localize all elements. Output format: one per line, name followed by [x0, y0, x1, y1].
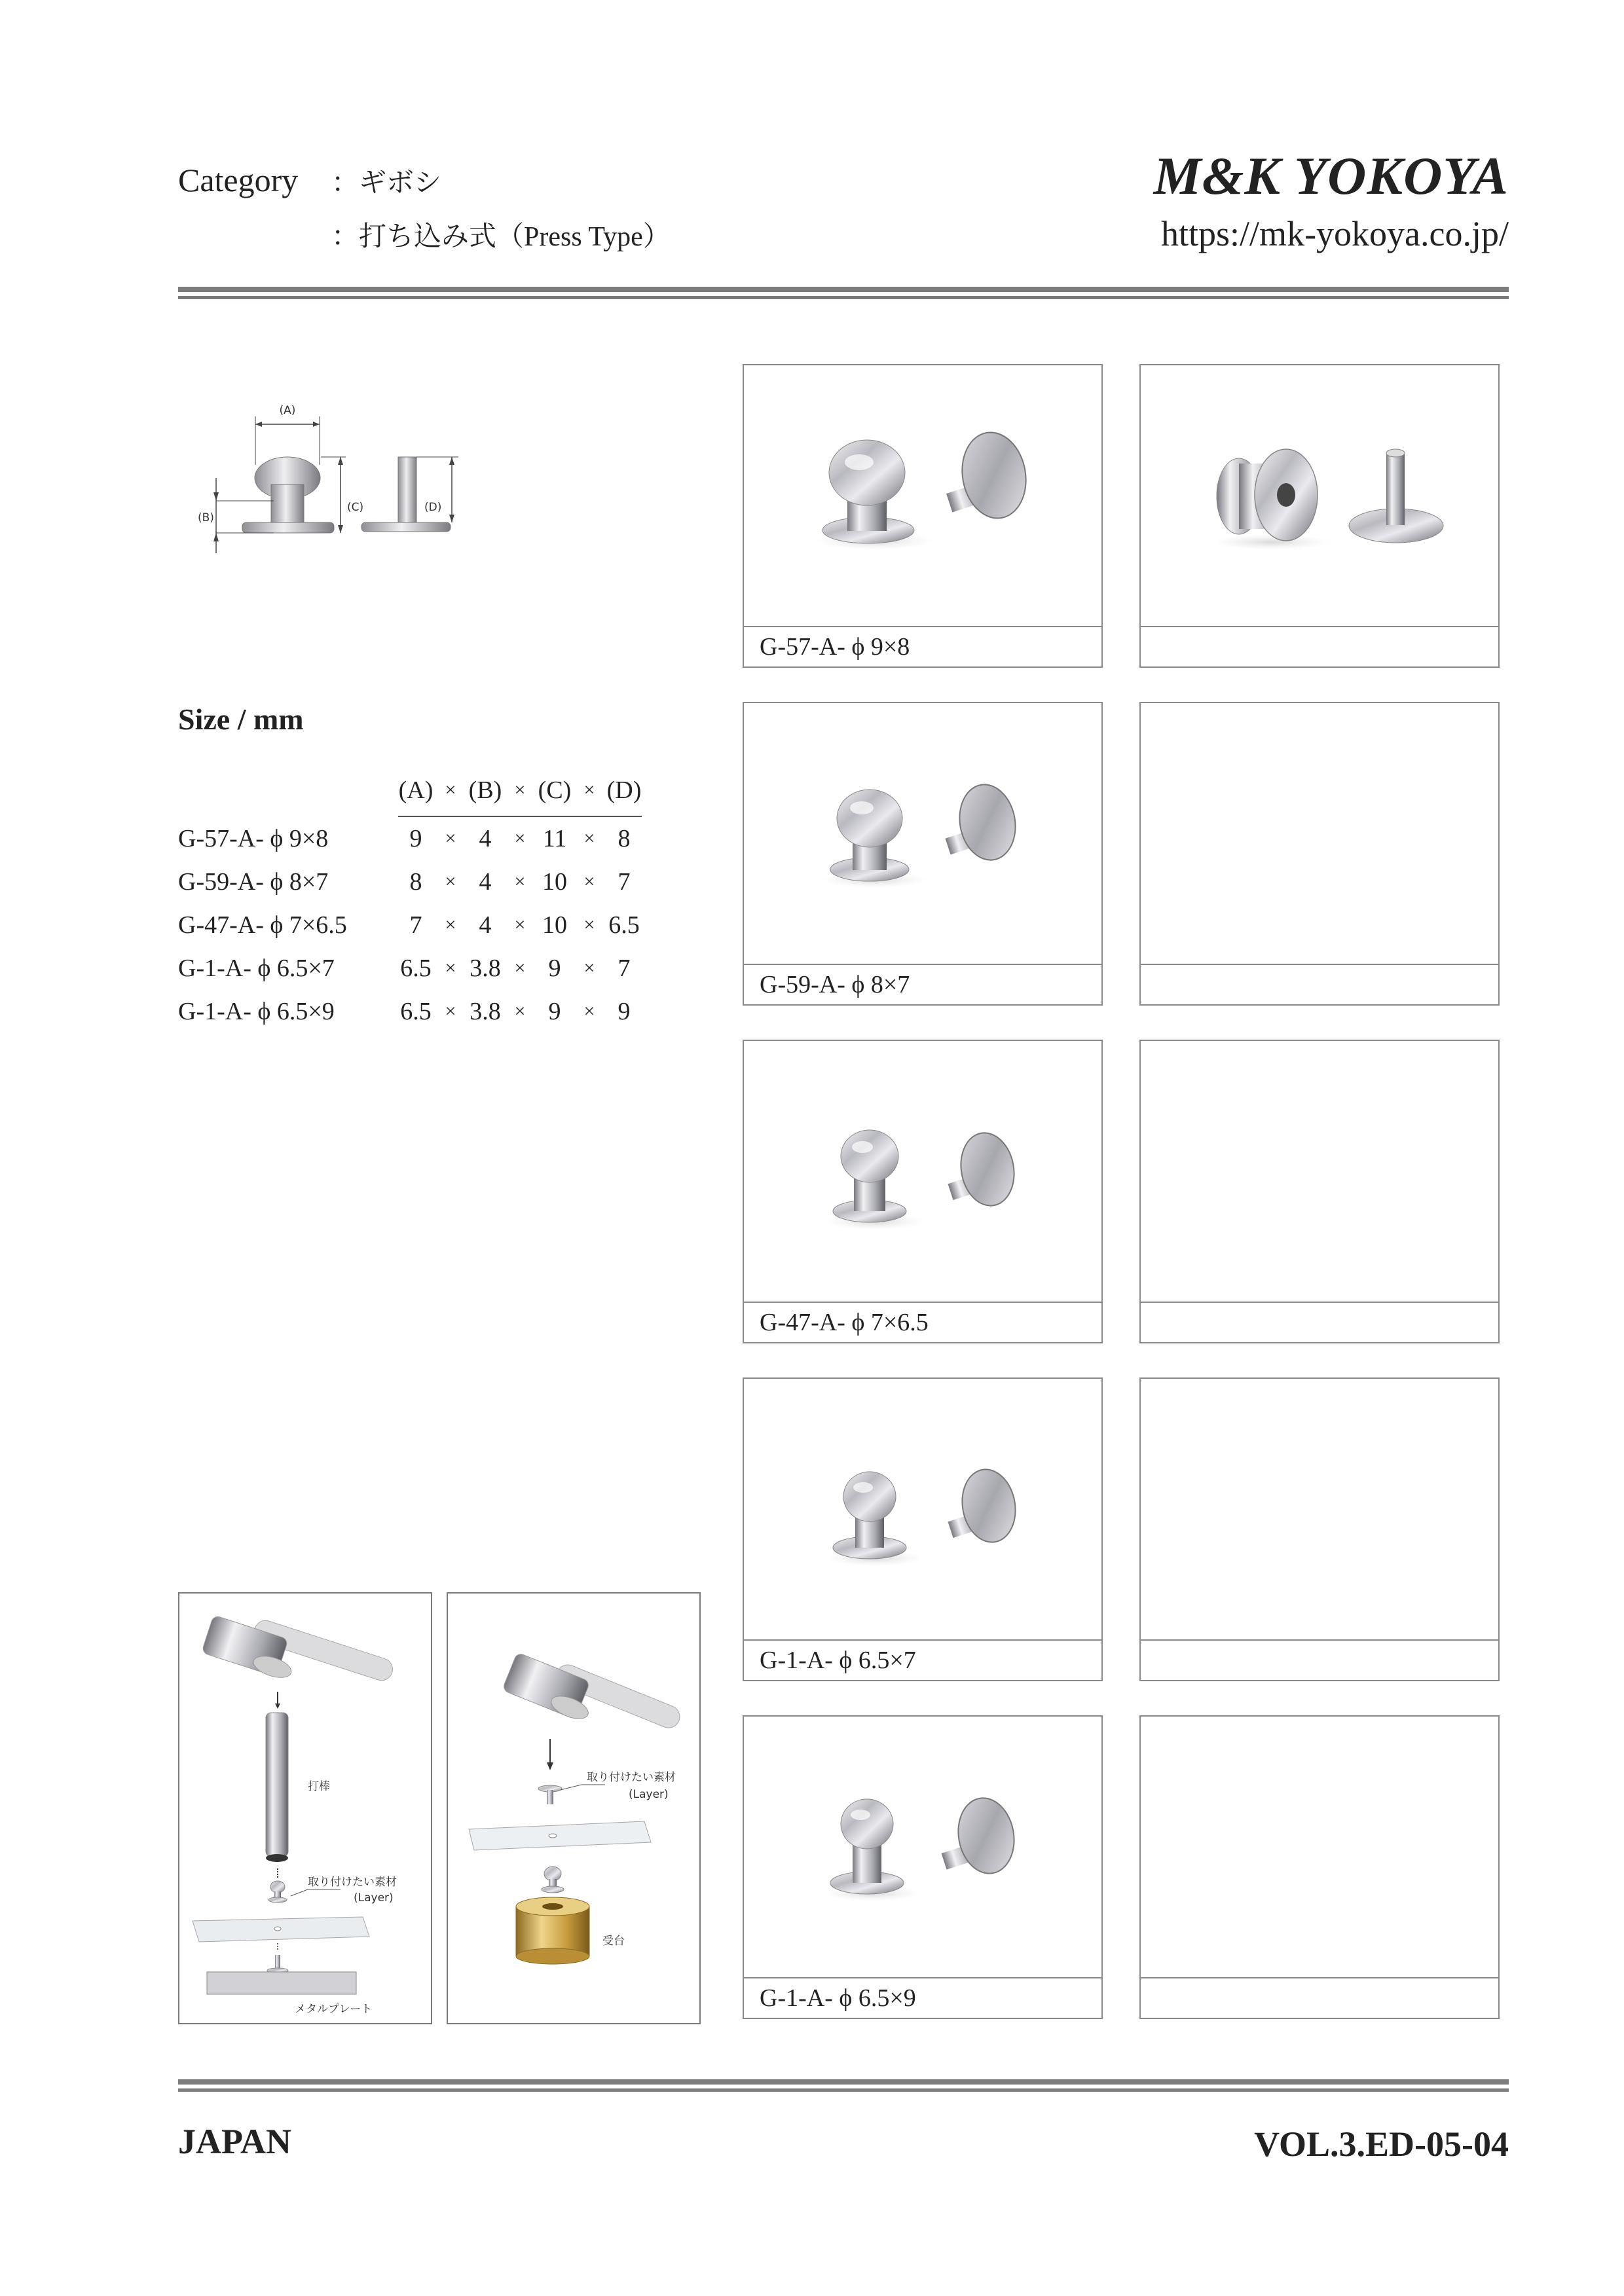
value-cell: 6.5: [400, 998, 432, 1025]
product-card-alt[interactable]: [1139, 1377, 1500, 1647]
product-card-alt[interactable]: [1139, 1715, 1500, 1985]
table-row: [170, 860, 642, 903]
times-sign: ×: [445, 1000, 456, 1022]
product-card[interactable]: [743, 1715, 1103, 1985]
website-link[interactable]: https://mk-yokoya.co.jp/: [1161, 214, 1509, 253]
times-sign: ×: [583, 828, 595, 849]
value-cell: 10: [542, 911, 567, 939]
footer-volume: VOL.3.ED-05-04: [1254, 2124, 1509, 2164]
layer-label-right: 取り付けたい素材: [587, 1771, 676, 1784]
value-cell: 8: [618, 825, 631, 852]
value-cell: 6.5: [400, 955, 432, 982]
times-sign: ×: [445, 871, 456, 892]
times-sign: ×: [583, 1000, 595, 1022]
dimension-diagram: [190, 393, 478, 563]
value-cell: 3.8: [470, 998, 501, 1025]
times-sign: ×: [583, 871, 595, 892]
footer-rule-thick: [178, 2079, 1509, 2085]
value-cell: 8: [409, 868, 422, 896]
size-title: Size / mm: [178, 702, 304, 736]
value-cell: 3.8: [470, 955, 501, 982]
metal-plate-label: メタルプレート: [295, 2003, 373, 2016]
times-sign: ×: [514, 1000, 526, 1022]
product-caption: G-57-A- ϕ 9×8: [743, 626, 1103, 668]
product-caption-alt: [1139, 1977, 1500, 2019]
table-row: [170, 990, 642, 1033]
product-card-alt[interactable]: [1139, 364, 1500, 634]
product-photo: [744, 1379, 1101, 1646]
layer-en-left: (Layer): [354, 1891, 394, 1904]
product-caption: G-47-A- ϕ 7×6.5: [743, 1302, 1103, 1343]
product-photo: [744, 1717, 1101, 1984]
times-sign: ×: [583, 957, 595, 979]
value-cell: 4: [479, 868, 492, 896]
table-row: [170, 947, 642, 990]
category-value-method: ：打ち込み式（Press Type）: [331, 222, 671, 252]
footer-country: JAPAN: [178, 2122, 291, 2161]
dim-label-a: (A): [279, 404, 296, 417]
base-label: 受台: [602, 1935, 625, 1948]
value-cell: 7: [618, 955, 631, 982]
times-sign: ×: [514, 914, 526, 936]
value-cell: 7: [618, 868, 631, 896]
product-card[interactable]: [743, 364, 1103, 634]
category-value-type: ：ギボシ: [331, 168, 442, 198]
size-table: [170, 765, 642, 1033]
value-cell: 6.5: [608, 911, 640, 939]
model-cell: G-57-A- ϕ 9×8: [178, 824, 329, 852]
times-sign: ×: [514, 828, 526, 849]
size-table-header: [170, 765, 642, 816]
value-cell: 9: [548, 955, 561, 982]
product-card[interactable]: [743, 1377, 1103, 1647]
dim-label-d: (D): [424, 501, 442, 514]
value-cell: 10: [542, 868, 567, 896]
value-cell: 4: [479, 825, 492, 852]
product-card-alt[interactable]: [1139, 702, 1500, 972]
value-cell: 9: [618, 998, 631, 1025]
value-cell: 9: [548, 998, 561, 1025]
header-cell: (B): [468, 765, 503, 816]
header-cell: (C): [537, 765, 572, 816]
header-cell: ×: [572, 765, 606, 816]
times-sign: ×: [583, 914, 595, 936]
base-illustration: [448, 1594, 699, 2023]
times-sign: ×: [445, 914, 456, 936]
instruction-panel-punch: [178, 1592, 432, 2024]
brand-logo: M&K YOKOYA: [1153, 146, 1509, 206]
product-caption: G-1-A- ϕ 6.5×9: [743, 1977, 1103, 2019]
header-rule-thick: [178, 287, 1509, 292]
header-cell: ×: [503, 765, 537, 816]
product-caption: G-59-A- ϕ 8×7: [743, 964, 1103, 1006]
model-cell: G-59-A- ϕ 8×7: [178, 868, 329, 896]
header-cell: (D): [606, 765, 642, 816]
value-cell: 4: [479, 911, 492, 939]
times-sign: ×: [514, 957, 526, 979]
dim-label-b: (B): [198, 511, 214, 524]
product-caption-alt: [1139, 626, 1500, 668]
product-card-alt[interactable]: [1139, 1040, 1500, 1309]
product-card[interactable]: [743, 702, 1103, 972]
product-photo: [744, 703, 1101, 970]
layer-en-right: (Layer): [629, 1788, 669, 1801]
times-sign: ×: [445, 828, 456, 849]
punch-label: 打棒: [308, 1780, 330, 1793]
model-cell: G-47-A- ϕ 7×6.5: [178, 911, 347, 939]
footer-rule-thin: [178, 2088, 1509, 2092]
table-row: [170, 816, 642, 860]
value-cell: 9: [409, 825, 422, 852]
header-rule-thin: [178, 296, 1509, 299]
product-photo: [744, 1041, 1101, 1308]
header-cell: ×: [434, 765, 468, 816]
table-row: [170, 903, 642, 947]
value-cell: 7: [409, 911, 422, 939]
model-cell: G-1-A- ϕ 6.5×7: [178, 955, 335, 982]
product-photo-back: [1141, 365, 1498, 632]
product-photo: [744, 365, 1101, 632]
times-sign: ×: [514, 871, 526, 892]
model-cell: G-1-A- ϕ 6.5×9: [178, 998, 335, 1025]
product-caption-alt: [1139, 964, 1500, 1006]
product-card[interactable]: [743, 1040, 1103, 1309]
times-sign: ×: [445, 957, 456, 979]
value-cell: 11: [542, 825, 567, 852]
product-caption-alt: [1139, 1302, 1500, 1343]
header-cell: (A): [398, 765, 434, 816]
product-caption-alt: [1139, 1639, 1500, 1681]
layer-label-left: 取り付けたい素材: [308, 1876, 397, 1889]
instruction-panel-base: [447, 1592, 701, 2024]
dim-label-c: (C): [347, 501, 364, 514]
product-caption: G-1-A- ϕ 6.5×7: [743, 1639, 1103, 1681]
punch-illustration: [179, 1594, 431, 2023]
category-label: Category: [178, 162, 299, 198]
